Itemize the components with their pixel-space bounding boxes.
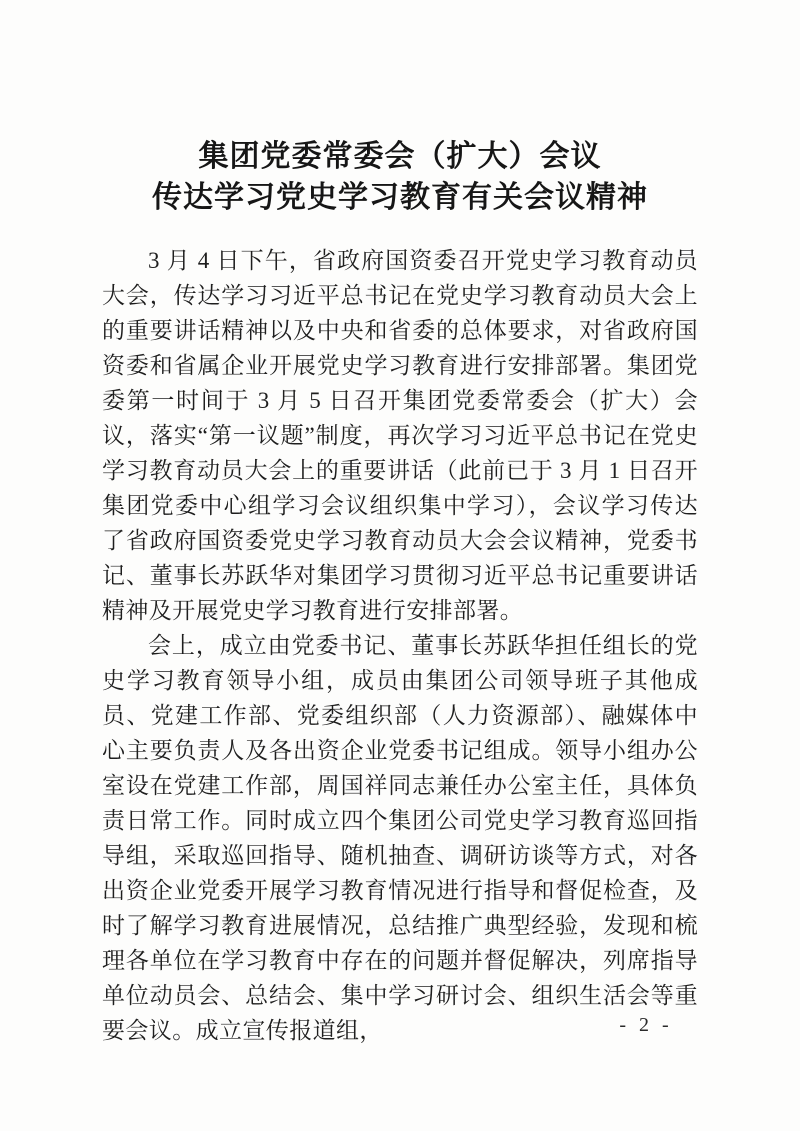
page-number: - 2 - xyxy=(619,1014,673,1036)
paragraph-1: 3 月 4 日下午，省政府国资委召开党史学习教育动员大会，传达学习习近平总书记在党史学习教育动员大会上的重要讲话精神以及中央和省委的总体要求，对省政府国资委和省属企业开展党史学习教育进行安排部署。集团党委第一时间于 3 月 5 日召开集团党委常委会（扩大）会议，落实“第一议题”制度，再次学习习近平总书记在党史学习教育动员大会上的重要讲话（此前已于 3 月 1 日召开集团党委中心组学习会议组织集中学习），会议学习传达了省政府国资委党史学习教育动员大会会议精神，党委书记、董事长苏跃华对集团学习贯彻习近平总书记重要讲话精神及开展党史学习教育进行安排部署。 xyxy=(102,248,698,623)
document-title xyxy=(0,136,800,218)
document-title-line-2: 传达学习党史学习教育有关会议精神 xyxy=(152,181,648,214)
document-title-line-1: 集团党委常委会（扩大）会议 xyxy=(198,140,602,173)
document-body xyxy=(102,243,698,1048)
paragraph-2: 会上，成立由党委书记、董事长苏跃华担任组长的党史学习教育领导小组，成员由集团公司领导班子其他成员、党建工作部、党委组织部（人力资源部）、融媒体中心主要负责人及各出资企业党委书记组成。领导小组办公室设在党建工作部，周国祥同志兼任办公室主任，具体负责日常工作。同时成立四个集团公司党史学习教育巡回指导组，采取巡回指导、随机抽查、调研访谈等方式，对各出资企业党委开展学习教育情况进行指导和督促检查，及时了解学习教育进展情况，总结推广典型经验，发现和梳理各单位在学习教育中存在的问题并督促解决，列席指导单位动员会、总结会、集中学习研讨会、组织生活会等重要会议。成立宣传报道组， xyxy=(102,633,698,1043)
